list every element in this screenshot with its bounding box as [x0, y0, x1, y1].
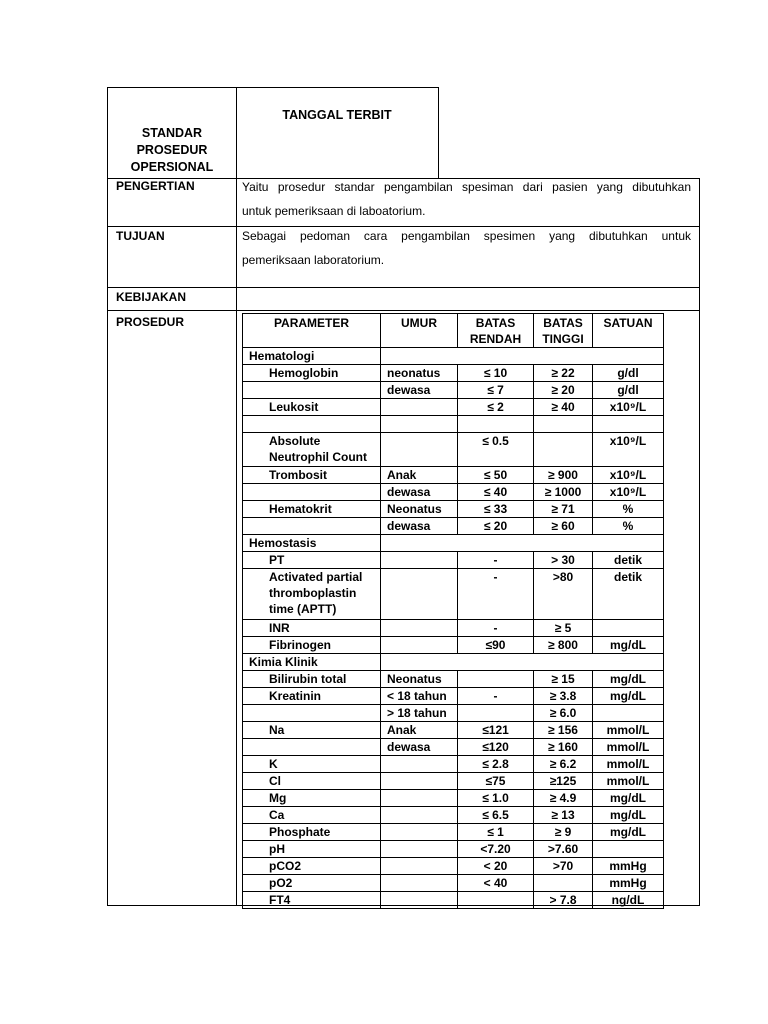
satuan-cell: mmol/L	[593, 722, 664, 739]
batas-rendah-cell: ≤ 1	[458, 824, 534, 841]
empty-cell	[381, 348, 664, 365]
table-row	[243, 637, 664, 654]
umur-cell	[381, 399, 458, 416]
satuan-cell: mg/dL	[593, 671, 664, 688]
batas-tinggi-cell: ≥ 6.2	[534, 756, 593, 773]
parameter-cell: K	[243, 756, 381, 773]
batas-rendah-cell	[458, 892, 534, 909]
kebijakan-label: KEBIJAKAN	[116, 290, 187, 304]
parameter-cell	[243, 382, 381, 399]
batas-tinggi-cell: ≥ 15	[534, 671, 593, 688]
umur-cell: Anak	[381, 722, 458, 739]
batas-tinggi-cell: ≥ 22	[534, 365, 593, 382]
table-row	[243, 688, 664, 705]
satuan-cell: mg/dL	[593, 824, 664, 841]
parameter-cell	[243, 739, 381, 756]
row-divider	[107, 287, 700, 288]
batas-tinggi-cell	[534, 875, 593, 892]
critical-values-table	[242, 313, 664, 909]
parameter-cell: INR	[243, 620, 381, 637]
tujuan-line: pemeriksaan laboratorium.	[242, 253, 385, 267]
batas-rendah-cell	[458, 705, 534, 722]
batas-rendah-cell: < 20	[458, 858, 534, 875]
parameter-cell: Bilirubin total	[243, 671, 381, 688]
parameter-cell: Kreatinin	[243, 688, 381, 705]
empty-cell	[381, 654, 664, 671]
batas-rendah-cell: ≤ 1.0	[458, 790, 534, 807]
category-row	[243, 535, 664, 552]
parameter-cell: pO2	[243, 875, 381, 892]
batas-tinggi-cell: >80	[534, 569, 593, 620]
umur-cell	[381, 569, 458, 620]
satuan-cell: %	[593, 518, 664, 535]
satuan-cell: g/dl	[593, 382, 664, 399]
pengertian-line: Yaitu prosedur standar pengambilan spesiman dari pasien yang dibutuhkan	[242, 180, 691, 194]
pengertian-label: PENGERTIAN	[116, 179, 195, 193]
batas-tinggi-cell: ≥ 9	[534, 824, 593, 841]
batas-tinggi-cell: ≥ 13	[534, 807, 593, 824]
table-row	[243, 552, 664, 569]
issue-date-cell	[236, 87, 439, 178]
umur-cell	[381, 892, 458, 909]
parameter-cell: Hematokrit	[243, 501, 381, 518]
batas-tinggi-cell: ≥ 40	[534, 399, 593, 416]
table-row	[243, 382, 664, 399]
batas-rendah-cell: ≤ 20	[458, 518, 534, 535]
umur-cell	[381, 637, 458, 654]
table-row	[243, 875, 664, 892]
batas-tinggi-cell: >7.60	[534, 841, 593, 858]
batas-tinggi-cell: ≥ 1000	[534, 484, 593, 501]
satuan-cell: mg/dL	[593, 790, 664, 807]
umur-cell	[381, 858, 458, 875]
row-divider	[107, 310, 700, 311]
batas-tinggi-cell: ≥ 60	[534, 518, 593, 535]
category-row	[243, 348, 664, 365]
table-header-row	[243, 314, 664, 348]
umur-cell: neonatus	[381, 365, 458, 382]
satuan-cell	[593, 416, 664, 433]
table-row	[243, 518, 664, 535]
batas-tinggi-cell: ≥ 20	[534, 382, 593, 399]
table-row	[243, 824, 664, 841]
batas-rendah-cell: <7.20	[458, 841, 534, 858]
batas-rendah-cell: ≤ 2.8	[458, 756, 534, 773]
column-header: UMUR	[381, 314, 458, 348]
umur-cell	[381, 875, 458, 892]
umur-cell	[381, 416, 458, 433]
pengertian-line: untuk pemeriksaan di laboatorium.	[242, 204, 426, 218]
umur-cell	[381, 773, 458, 790]
umur-cell: Neonatus	[381, 671, 458, 688]
column-header: BATAS TINGGI	[534, 314, 593, 348]
satuan-cell: mg/dL	[593, 688, 664, 705]
parameter-cell: Fibrinogen	[243, 637, 381, 654]
batas-tinggi-cell: > 30	[534, 552, 593, 569]
satuan-cell: mg/dL	[593, 807, 664, 824]
umur-cell	[381, 433, 458, 467]
table-row	[243, 484, 664, 501]
umur-cell	[381, 620, 458, 637]
batas-rendah-cell	[458, 416, 534, 433]
satuan-cell	[593, 705, 664, 722]
batas-rendah-cell: ≤75	[458, 773, 534, 790]
satuan-cell	[593, 620, 664, 637]
table-row	[243, 705, 664, 722]
batas-tinggi-cell: ≥ 800	[534, 637, 593, 654]
batas-tinggi-cell: ≥ 6.0	[534, 705, 593, 722]
tujuan-text	[242, 224, 691, 272]
batas-rendah-cell: ≤120	[458, 739, 534, 756]
batas-tinggi-cell: ≥125	[534, 773, 593, 790]
parameter-cell: Hemoglobin	[243, 365, 381, 382]
table-row	[243, 671, 664, 688]
batas-tinggi-cell: ≥ 5	[534, 620, 593, 637]
batas-rendah-cell: < 40	[458, 875, 534, 892]
umur-cell: dewasa	[381, 382, 458, 399]
batas-rendah-cell: ≤121	[458, 722, 534, 739]
issue-date-label: TANGGAL TERBIT	[282, 108, 392, 122]
table-row	[243, 790, 664, 807]
batas-tinggi-cell: > 7.8	[534, 892, 593, 909]
parameter-cell: Activated partial thromboplastin time (APTT)	[243, 569, 381, 620]
sop-title	[108, 125, 236, 176]
column-header: BATAS RENDAH	[458, 314, 534, 348]
batas-rendah-cell: ≤ 33	[458, 501, 534, 518]
table-row	[243, 892, 664, 909]
table-row	[243, 399, 664, 416]
table-row	[243, 858, 664, 875]
table-row	[243, 620, 664, 637]
table-row	[243, 756, 664, 773]
empty-cell	[381, 535, 664, 552]
table-row	[243, 467, 664, 484]
umur-cell	[381, 841, 458, 858]
satuan-cell: x10⁹/L	[593, 467, 664, 484]
umur-cell: dewasa	[381, 484, 458, 501]
category-label: Hematologi	[243, 348, 381, 365]
batas-rendah-cell: -	[458, 552, 534, 569]
category-label: Hemostasis	[243, 535, 381, 552]
table-row	[243, 416, 664, 433]
parameter-cell: Phosphate	[243, 824, 381, 841]
parameter-cell: pCO2	[243, 858, 381, 875]
table-row	[243, 773, 664, 790]
table-row	[243, 739, 664, 756]
satuan-cell: mmol/L	[593, 773, 664, 790]
sop-title-line: OPERSIONAL	[130, 160, 214, 174]
prosedur-label: PROSEDUR	[116, 315, 185, 329]
umur-cell	[381, 807, 458, 824]
parameter-cell: FT4	[243, 892, 381, 909]
satuan-cell: detik	[593, 552, 664, 569]
sop-title-cell	[107, 87, 237, 178]
umur-cell: Anak	[381, 467, 458, 484]
batas-rendah-cell: ≤ 10	[458, 365, 534, 382]
satuan-cell: x10⁹/L	[593, 433, 664, 467]
batas-tinggi-cell: ≥ 71	[534, 501, 593, 518]
batas-rendah-cell: -	[458, 620, 534, 637]
column-header: PARAMETER	[243, 314, 381, 348]
batas-rendah-cell: ≤ 7	[458, 382, 534, 399]
batas-rendah-cell: ≤90	[458, 637, 534, 654]
table-body	[243, 348, 664, 909]
batas-rendah-cell: ≤ 0.5	[458, 433, 534, 467]
parameter-cell: Ca	[243, 807, 381, 824]
category-row	[243, 654, 664, 671]
parameter-cell: Leukosit	[243, 399, 381, 416]
parameter-cell: Na	[243, 722, 381, 739]
satuan-cell: ng/dL	[593, 892, 664, 909]
column-header: SATUAN	[593, 314, 664, 348]
batas-rendah-cell	[458, 671, 534, 688]
batas-rendah-cell: ≤ 50	[458, 467, 534, 484]
table-row	[243, 365, 664, 382]
sop-title-line: PROSEDUR	[136, 143, 208, 157]
parameter-cell: Trombosit	[243, 467, 381, 484]
parameter-cell: Cl	[243, 773, 381, 790]
satuan-cell: mmol/L	[593, 739, 664, 756]
table-row	[243, 807, 664, 824]
parameter-cell	[243, 705, 381, 722]
batas-rendah-cell: -	[458, 569, 534, 620]
satuan-cell: mmHg	[593, 875, 664, 892]
umur-cell: dewasa	[381, 518, 458, 535]
umur-cell: Neonatus	[381, 501, 458, 518]
table-row	[243, 841, 664, 858]
batas-tinggi-cell: ≥ 3.8	[534, 688, 593, 705]
table-row	[243, 569, 664, 620]
parameter-cell: PT	[243, 552, 381, 569]
sop-title-line: STANDAR	[141, 126, 203, 140]
batas-tinggi-cell: ≥ 900	[534, 467, 593, 484]
satuan-cell: mmHg	[593, 858, 664, 875]
batas-tinggi-cell: ≥ 4.9	[534, 790, 593, 807]
parameter-cell	[243, 518, 381, 535]
umur-cell: < 18 tahun	[381, 688, 458, 705]
satuan-cell: x10⁹/L	[593, 399, 664, 416]
batas-tinggi-cell: ≥ 156	[534, 722, 593, 739]
satuan-cell: %	[593, 501, 664, 518]
umur-cell	[381, 790, 458, 807]
table-row	[243, 433, 664, 467]
umur-cell: > 18 tahun	[381, 705, 458, 722]
parameter-cell: Mg	[243, 790, 381, 807]
parameter-cell: pH	[243, 841, 381, 858]
satuan-cell: mmol/L	[593, 756, 664, 773]
batas-rendah-cell: ≤ 40	[458, 484, 534, 501]
parameter-cell	[243, 416, 381, 433]
pengertian-text	[242, 175, 691, 223]
batas-tinggi-cell	[534, 433, 593, 467]
umur-cell	[381, 824, 458, 841]
tujuan-label: TUJUAN	[116, 229, 165, 243]
satuan-cell: g/dl	[593, 365, 664, 382]
satuan-cell: detik	[593, 569, 664, 620]
batas-rendah-cell: -	[458, 688, 534, 705]
tujuan-line: Sebagai pedoman cara pengambilan spesimen yang dibutuhkan untuk	[242, 229, 691, 243]
satuan-cell	[593, 841, 664, 858]
umur-cell	[381, 552, 458, 569]
umur-cell	[381, 756, 458, 773]
parameter-cell	[243, 484, 381, 501]
batas-tinggi-cell: ≥ 160	[534, 739, 593, 756]
batas-tinggi-cell: >70	[534, 858, 593, 875]
parameter-cell: Absolute Neutrophil Count	[243, 433, 381, 467]
table-row	[243, 722, 664, 739]
satuan-cell: mg/dL	[593, 637, 664, 654]
batas-rendah-cell: ≤ 2	[458, 399, 534, 416]
satuan-cell: x10⁹/L	[593, 484, 664, 501]
batas-tinggi-cell	[534, 416, 593, 433]
category-label: Kimia Klinik	[243, 654, 381, 671]
table-row	[243, 501, 664, 518]
umur-cell: dewasa	[381, 739, 458, 756]
batas-rendah-cell: ≤ 6.5	[458, 807, 534, 824]
